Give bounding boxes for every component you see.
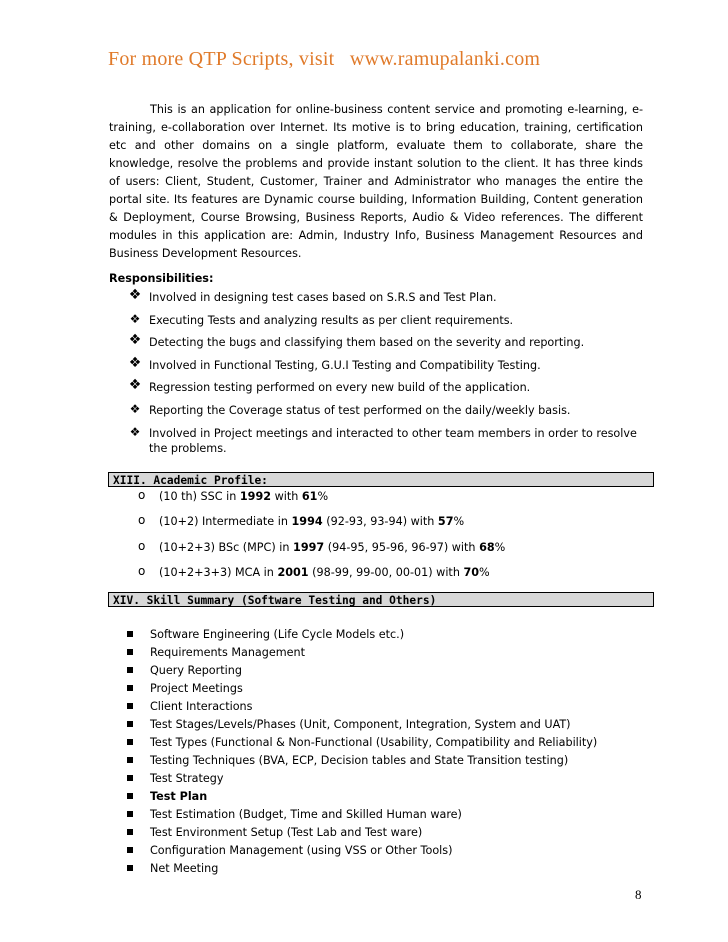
list-item: Test Plan bbox=[122, 789, 597, 804]
list-item: Net Meeting bbox=[122, 861, 597, 876]
responsibilities-heading: Responsibilities: bbox=[109, 272, 214, 285]
list-item: ❖ Reporting the Coverage status of test performed on the daily/weekly basis. bbox=[109, 403, 649, 418]
circle-bullet-icon: o bbox=[138, 563, 146, 578]
list-item: ❖ Involved in Project meetings and interacted to other team members in order to resolve the problems. bbox=[109, 426, 649, 456]
diamond-bullet-icon: ❖ bbox=[129, 311, 141, 326]
list-item: Testing Techniques (BVA, ECP, Decision tables and State Transition testing) bbox=[122, 753, 597, 768]
square-bullet-icon bbox=[127, 649, 133, 655]
circle-bullet-icon: o bbox=[138, 513, 146, 528]
diamond-bullet-icon: ❖ bbox=[129, 401, 141, 416]
square-bullet-icon bbox=[127, 793, 133, 799]
square-bullet-icon bbox=[127, 865, 133, 871]
list-item: Test Stages/Levels/Phases (Unit, Component, Integration, System and UAT) bbox=[122, 717, 597, 732]
list-item: ❖ Executing Tests and analyzing results as per client requirements. bbox=[109, 313, 649, 328]
square-bullet-icon bbox=[127, 775, 133, 781]
square-bullet-icon bbox=[127, 847, 133, 853]
list-item: Test Environment Setup (Test Lab and Test ware) bbox=[122, 825, 597, 840]
list-item: Software Engineering (Life Cycle Models etc.) bbox=[122, 627, 597, 642]
skills-list bbox=[122, 627, 597, 879]
academic-profile-heading: XIII. Academic Profile: bbox=[108, 472, 654, 487]
square-bullet-icon bbox=[127, 811, 133, 817]
list-item: o (10+2) Intermediate in 1994 (92-93, 93-94) with 57% bbox=[138, 513, 465, 529]
list-item: Test Estimation (Budget, Time and Skilled Human ware) bbox=[122, 807, 597, 822]
list-item: Test Types (Functional & Non-Functional (Usability, Compatibility and Reliability) bbox=[122, 735, 597, 750]
square-bullet-icon bbox=[127, 739, 133, 745]
list-item: Query Reporting bbox=[122, 663, 597, 678]
page-number: 8 bbox=[635, 887, 642, 902]
academic-list bbox=[118, 489, 505, 590]
circle-bullet-icon: o bbox=[138, 488, 146, 502]
diamond-bullet-icon: ❖ bbox=[129, 424, 141, 439]
list-item: ❖ Involved in designing test cases based on S.R.S and Test Plan. bbox=[128, 287, 497, 304]
page-header: For more QTP Scripts, visit www.ramupalanki.com bbox=[108, 48, 541, 70]
list-item: ❖ Involved in Functional Testing, G.U.I Testing and Compatibility Testing. bbox=[128, 354, 541, 372]
square-bullet-icon bbox=[127, 631, 133, 637]
list-item: o (10+2+3+3) MCA in 2001 (98-99, 99-00, 00-01) with 70% bbox=[138, 563, 490, 579]
diamond-bullet-icon: ❖ bbox=[128, 287, 142, 303]
list-item: Requirements Management bbox=[122, 645, 597, 660]
square-bullet-icon bbox=[127, 757, 133, 763]
square-bullet-icon bbox=[127, 667, 133, 673]
diamond-bullet-icon: ❖ bbox=[128, 377, 142, 394]
list-item: Test Strategy bbox=[122, 771, 597, 786]
diamond-bullet-icon: ❖ bbox=[128, 332, 142, 349]
list-item: o (10+2+3) BSc (MPC) in 1997 (94-95, 95-96, 96-97) with 68% bbox=[138, 538, 506, 554]
circle-bullet-icon: o bbox=[138, 538, 146, 553]
list-item: Client Interactions bbox=[122, 699, 597, 714]
responsibilities-list bbox=[109, 287, 649, 463]
list-item: Configuration Management (using VSS or Other Tools) bbox=[122, 843, 597, 858]
list-item: Project Meetings bbox=[122, 681, 597, 696]
project-description: This is an application for online-business content service and promoting e-learning, e-training, e-collaboration over Internet. Its motive is to bring education, training, certification etc and other domains on a single platform, evaluate them to collaborate, share the knowledge, resolve the problems and provide instant solution to the client. It has three kinds of users: Client, Student, Customer, Trainer and Administrator who manages the entire the portal site. Its features are Dynamic course building, Information Building, Content generation & Deployment, Course Browsing, Business Reports, Audio & Video references. The different modules in this application are: Admin, Industry Info, Business Management Resources and Business Development Resources. bbox=[109, 103, 643, 260]
list-item: ❖ Regression testing performed on every new build of the application. bbox=[128, 377, 531, 395]
skill-summary-heading: XIV. Skill Summary (Software Testing and Others) bbox=[108, 592, 654, 607]
square-bullet-icon bbox=[127, 721, 133, 727]
diamond-bullet-icon: ❖ bbox=[128, 354, 142, 371]
list-item: ❖ Detecting the bugs and classifying them based on the severity and reporting. bbox=[128, 332, 585, 350]
square-bullet-icon bbox=[127, 703, 133, 709]
square-bullet-icon bbox=[127, 829, 133, 835]
square-bullet-icon bbox=[127, 685, 133, 691]
list-item: o (10 th) SSC in 1992 with 61% bbox=[138, 488, 329, 503]
